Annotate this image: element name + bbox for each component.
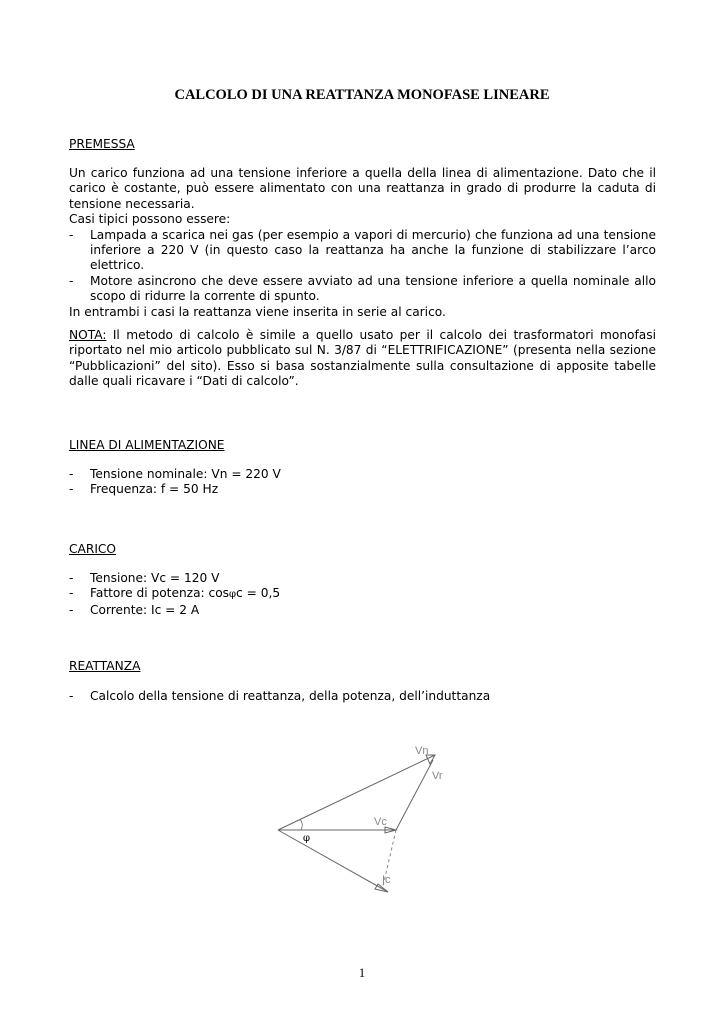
bullet-dash: - (69, 467, 74, 481)
bullet-dash: - (69, 571, 74, 585)
cases-intro: Casi tipici possono essere: (69, 212, 231, 227)
premessa-closing: In entrambi i casi la reattanza viene inserita in serie al carico. (69, 304, 446, 319)
section-heading-linea: LINEA DI ALIMENTAZIONE (69, 438, 225, 452)
bullet-text: Motore asincrono che deve essere avviato ad una tensione inferiore a quella nominale allo scopo di ridurre la corrente di spunto. (90, 273, 656, 304)
bullet-dash: - (69, 689, 74, 703)
list-item (69, 689, 656, 704)
premessa-section (69, 166, 656, 320)
bullet-dash: - (69, 602, 74, 617)
list-item (69, 467, 656, 482)
bullet-text: Lampada a scarica nei gas (per esempio a vapori di mercurio) che funziona ad una tensione inferiore a 220 V (in questo caso la reattanza ha anche la funzione di stabilizzare l’arco elettrico. (90, 227, 656, 273)
bullet-dash: - (69, 273, 74, 288)
bullet-dash: - (69, 482, 74, 497)
section-heading-reattanza: REATTANZA (69, 659, 141, 673)
list-item (69, 571, 656, 586)
label-vc: Vc (374, 816, 387, 828)
linea-list (69, 467, 656, 498)
section-heading-premessa: PREMESSA (69, 137, 135, 151)
list-item-text: Calcolo della tensione di reattanza, della potenza, dell’induttanza (90, 689, 491, 703)
premessa-paragraph: Un carico funziona ad una tensione inferiore a quella della linea di alimentazione. Dato che il carico è costante, può essere alimentato con una reattanza in grado di produrre la caduta di tensione necessaria. (69, 166, 656, 211)
phi-symbol: φ (229, 589, 237, 601)
list-item-text (90, 586, 280, 600)
nota-text: Il metodo di calcolo è simile a quello usato per il calcolo dei trasformatori monofasi riportato nel mio articolo pubblicato sul N. 3/87 di “ELETTRIFICAZIONE” (presenta nella sezione “Pubblicazioni” del sito). Esso si basa sostanzialmente sulla consultazione di apposite tabelle dalle quali ricavare i “Dati di calcolo”. (69, 328, 656, 389)
label-ic: Ic (382, 874, 391, 886)
document-title: CALCOLO DI UNA REATTANZA MONOFASE LINEARE (174, 87, 550, 103)
phi-arc (300, 819, 302, 830)
list-item (69, 482, 656, 497)
nota-label: NOTA: (69, 328, 107, 342)
label-phi: φ (303, 833, 311, 844)
reattanza-list (69, 689, 656, 704)
phasor-diagram (270, 738, 460, 898)
bullet-item-motore (69, 274, 656, 305)
bullet-dash: - (69, 227, 74, 242)
label-vr: Vr (432, 770, 443, 782)
fattore-suffix: c = 0,5 (236, 586, 281, 601)
bullet-item-lampada (69, 228, 656, 274)
list-item-text: Corrente: Ic = 2 A (90, 602, 200, 617)
list-item (69, 586, 656, 602)
list-item-text: Frequenza: f = 50 Hz (90, 482, 219, 497)
list-item-text: Tensione: Vc = 120 V (90, 571, 220, 585)
label-vn: Vn (415, 745, 429, 757)
list-item-text: Tensione nominale: Vn = 220 V (90, 467, 281, 481)
bullet-dash: - (69, 586, 74, 601)
section-heading-carico: CARICO (69, 542, 117, 556)
fattore-prefix: Fattore di potenza: cos (90, 586, 230, 601)
nota-paragraph (69, 328, 656, 390)
list-item (69, 603, 656, 618)
vn-vector (278, 755, 435, 830)
ic-vector (278, 830, 388, 892)
page-number: 1 (358, 966, 366, 980)
carico-list (69, 571, 656, 618)
